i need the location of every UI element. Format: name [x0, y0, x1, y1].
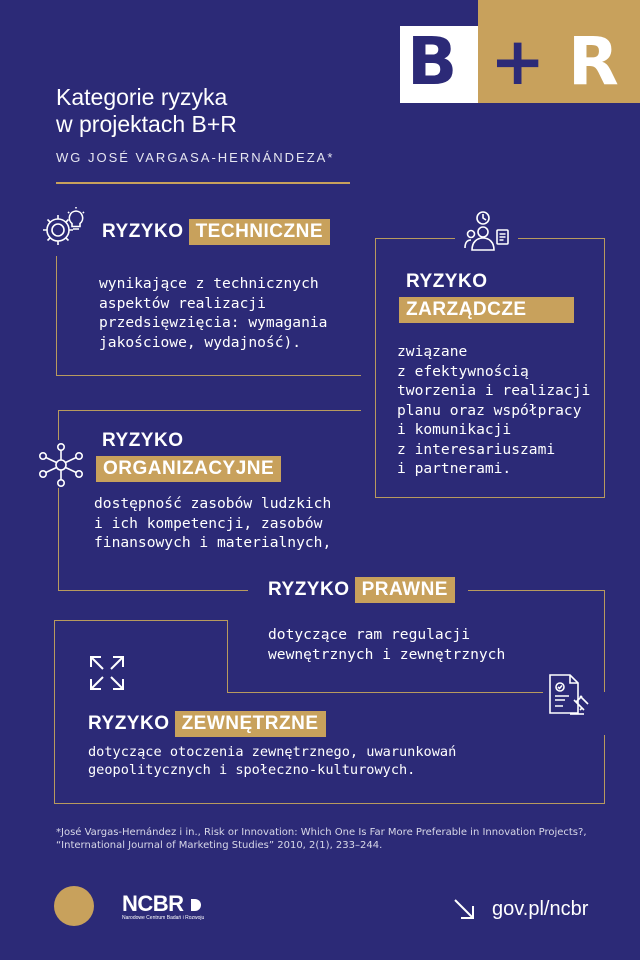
network-icon	[36, 442, 86, 488]
risk-prawne-tag: PRAWNE	[355, 577, 455, 603]
risk-organizacyjne-prefix: RYZYKO	[102, 430, 184, 451]
gear-bulb-icon	[38, 206, 90, 254]
risk-zewnetrzne-heading	[88, 711, 326, 737]
divider	[604, 238, 605, 498]
risk-techniczne-description: wynikające z technicznych aspektów realizacji przedsięwzięcia: wymagania jakościowe, wydajność).	[99, 275, 328, 351]
manager-icon	[464, 210, 510, 254]
divider	[375, 238, 376, 498]
divider	[604, 590, 605, 692]
risk-zarzadcze-tag: ZARZĄDCZE	[399, 297, 574, 323]
ncbr-logo	[122, 891, 203, 917]
divider	[54, 803, 605, 804]
risk-prawne-prefix: RYZYKO	[268, 579, 350, 600]
divider	[518, 238, 604, 239]
divider	[58, 410, 361, 411]
ncbr-logo-mark-icon	[189, 898, 203, 912]
risk-zarzadcze-description: związane z efektywnością tworzenia i realizacji planu oraz współpracy i komunikacji z interesariuszami i partnerami.	[397, 343, 591, 477]
divider	[54, 620, 55, 803]
risk-organizacyjne-description: dostępność zasobów ludzkich i ich kompetencji, zasobów finansowych i materialnych,	[94, 495, 332, 551]
divider	[375, 497, 605, 498]
risk-zewnetrzne-prefix: RYZYKO	[88, 713, 170, 734]
logo-letter-b: B	[407, 23, 458, 100]
page-subtitle: WG JOSÉ VARGASA-HERNÁNDEZA*	[56, 150, 335, 165]
risk-prawne-heading	[268, 577, 455, 603]
divider	[375, 238, 455, 239]
divider	[227, 692, 543, 693]
ncbr-logo-subtitle: Narodowe Centrum Badań i Rozwoju	[122, 915, 205, 921]
risk-zarzadcze-prefix: RYZYKO	[406, 271, 488, 292]
logo-letter-r: R	[568, 23, 619, 100]
risk-organizacyjne-tag: ORGANIZACYJNE	[96, 456, 281, 482]
logo-plus: +	[490, 23, 546, 100]
website-link[interactable]: gov.pl/ncbr	[492, 898, 589, 920]
divider	[227, 620, 228, 692]
arrow-down-right-icon[interactable]	[453, 898, 475, 920]
ncbr-logo-text: NCBR	[122, 891, 184, 916]
risk-prawne-description: dotyczące ram regulacji wewnętrznych i zewnętrznych	[268, 626, 506, 663]
title-line-2: w projektach B+R	[56, 111, 237, 137]
risk-techniczne-prefix: RYZYKO	[102, 221, 184, 242]
divider	[468, 590, 604, 591]
divider	[56, 256, 57, 376]
footnote: *José Vargas-Hernández i in., Risk or Innovation: Which One Is Far More Preferable in Innovation Projects?, “International Journal of Marketing Studies” 2010, 2(1), 233–244.	[56, 827, 587, 851]
divider	[56, 375, 361, 376]
header-divider	[56, 182, 350, 184]
risk-techniczne-heading	[102, 219, 330, 245]
divider	[54, 620, 227, 621]
divider	[58, 410, 59, 440]
page-title	[56, 84, 237, 138]
expand-arrows-icon	[88, 654, 126, 692]
gold-circle-decoration	[54, 886, 94, 926]
divider	[58, 488, 59, 590]
legal-document-icon	[546, 672, 592, 718]
divider	[58, 590, 248, 591]
risk-zewnetrzne-description: dotyczące otoczenia zewnętrznego, uwarunkowań geopolitycznych i społeczno-kulturowych.	[88, 744, 457, 778]
risk-techniczne-tag: TECHNICZNE	[189, 219, 330, 245]
title-line-1: Kategorie ryzyka	[56, 84, 228, 110]
divider	[604, 735, 605, 803]
risk-zewnetrzne-tag: ZEWNĘTRZNE	[175, 711, 326, 737]
